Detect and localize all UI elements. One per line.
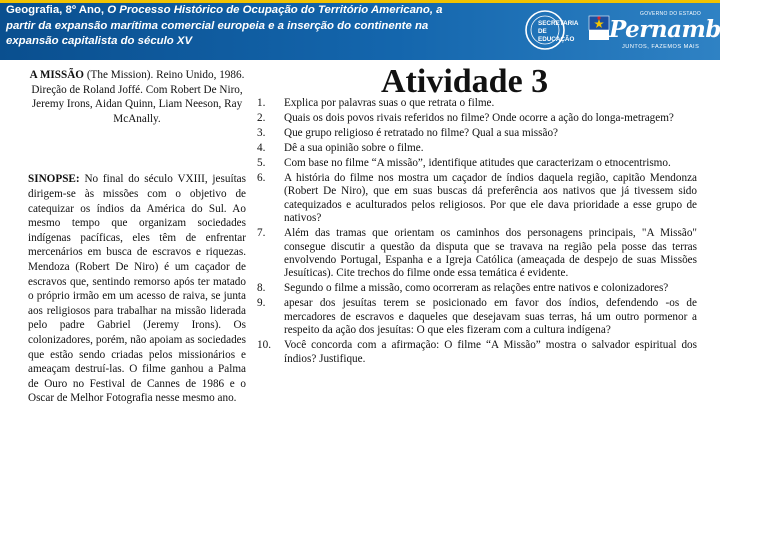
brand-tagline: JUNTOS, FAZEMOS MAIS [622,44,700,50]
question-item [257,127,697,140]
film-credit-text: (The Mission). Reino Unido, 1986. Direção de Roland Joffé. Com Robert De Niro, Jeremy Irons, Aidan Quinn, Liam Neeson, Ray McAnally. [31,69,245,125]
question-number: 5. [257,157,266,169]
question-item [257,227,697,281]
question-item [257,142,697,155]
question-number: 3. [257,127,266,139]
header-bar [0,0,766,60]
question-text: Quais os dois povos rivais referidos no filme? Onde ocorre a ação do longa-metragem? [284,112,674,124]
question-number: 4. [257,142,266,154]
synopsis-label: SINOPSE: [28,173,80,186]
question-number: 1. [257,97,266,109]
question-text: apesar dos jesuítas terem se posicionado em favor dos índios, defendendo -os de mercadores de escravos e daqueles que desejavam suas terras, há um outro pormenor a respeito da ação dos jesuítas: O que eles fizeram com a cultura indígena? [284,297,697,337]
header-title [6,3,444,50]
question-item [257,282,697,295]
question-item [257,339,697,366]
question-text: Você concorda com a afirmação: O filme “A Missão” mostra o salvador espiritual dos índios? Justifique. [284,339,697,365]
seal-label: SECRETARIA DE EDUCAÇÃO [538,20,579,43]
question-item [257,157,697,170]
question-text: Além das tramas que orientam os caminhos dos personagens principais, "A Missão" consegue discutir a questão da disputa que se travava na região pela posse das terras envolvendo Portugal, Espanha e a Igreja Católica (ameaçada de despejo de suas Missões Jesuíticas). Cite trechos do filme onde essa temática é evidente. [284,227,697,280]
synopsis-text: No final do século VXIII, jesuítas dirigem-se às missões com o objetivo de catequizar os índios da América do Sul. Ao mesmo tempo que organizam sociedades indígenas pacíficas, eles têm de enfrentar mercenários em busca de escravos e riquezas. Mendoza (Robert De Niro) é um caçador de escravos que, sentindo remorso após ter matado o próprio irmão em um acesso de raiva, se junta aos religiosos para trabalhar na missão liderada pelo padre Gabriel (Jeremy Irons). Os colonizadores, porém, não apoiam as sociedades que estão sendo criadas pelos missionários e ameaçam destruí-las. O filme ganhou a Palma de Ouro no Festival de Cannes de 1986 e o Oscar de Melhor Fotografia nesse mesmo ano. [28,173,246,405]
question-number: 9. [257,297,266,310]
question-text: A história do filme nos mostra um caçador de índios daquela região, capitão Mendonza (Robert De Niro), que em suas buscas dá preferência aos nativos que já tivessem sido catequizados e aculturados pelos religiosos. Por que ele dava prioridade a esse grupo de nativos? [284,172,697,225]
question-number: 8. [257,282,266,295]
question-item [257,97,697,110]
film-synopsis [28,172,246,406]
question-item [257,112,697,125]
question-text: Com base no filme “A missão”, identifique atitudes que caracterizam o etnocentrismo. [284,157,671,169]
question-item [257,172,697,226]
question-list [257,97,697,368]
brand-government-label: GOVERNO DO ESTADO [640,11,702,17]
question-text: Que grupo religioso é retratado no filme? Qual a sua missão? [284,127,559,139]
activity-title: Atividade 3 [381,63,549,100]
question-text: Segundo o filme a missão, como ocorreram as relações entre nativos e colonizadores? [284,282,669,295]
film-title: A MISSÃO [29,69,85,81]
question-text: Dê a sua opinião sobre o filme. [284,142,424,154]
question-number: 7. [257,227,266,240]
header-topic: O Processo Histórico de Ocupação do Território Americano, a partir da expansão marítima comercial europeia e a inserção do continente na expansão capitalista do século XV [6,4,443,47]
header-subject: Geografia, 8º Ano, [6,4,105,16]
question-number: 10. [257,339,271,352]
question-number: 6. [257,172,266,184]
brand-name: Pernambuco [609,16,766,43]
film-info-column [28,68,246,406]
question-item [257,297,697,337]
question-text: Explica por palavras suas o que retrata o filme. [284,97,495,109]
question-number: 2. [257,112,266,124]
film-credit [28,68,246,126]
